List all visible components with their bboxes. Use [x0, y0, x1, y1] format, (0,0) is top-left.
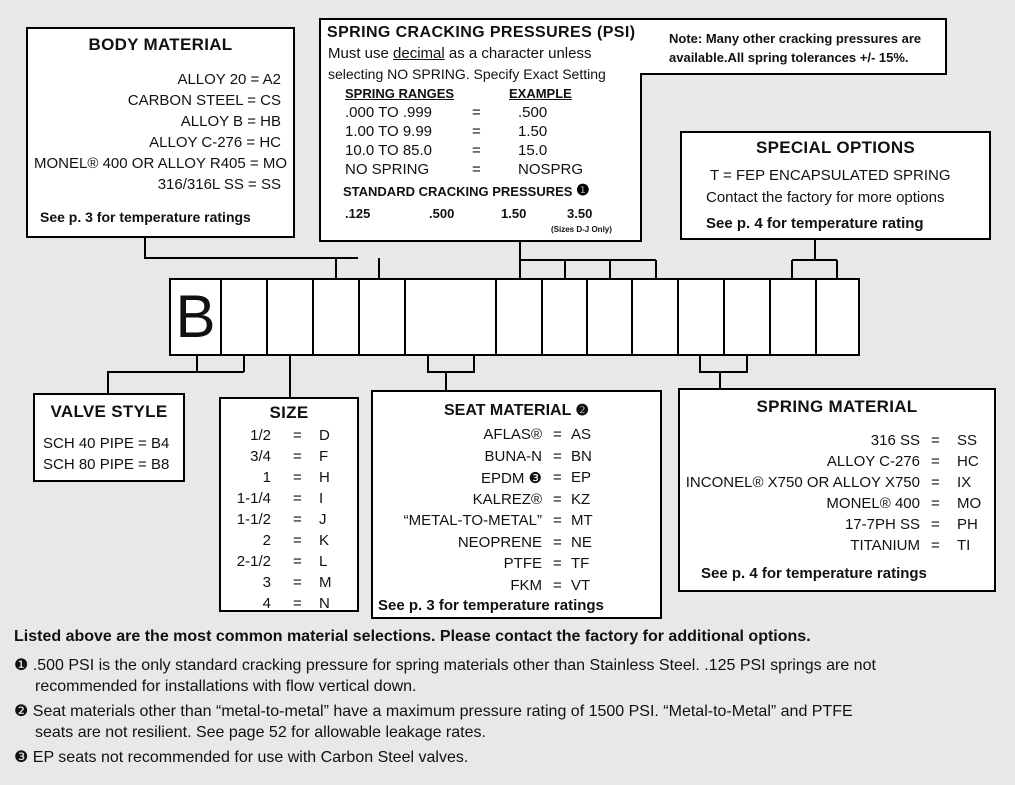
spring-eq: =: [931, 432, 940, 449]
seat-code: MT: [571, 512, 593, 529]
size-code: N: [319, 595, 330, 612]
seat-code: AS: [571, 426, 592, 443]
spring-ranges-head: SPRING RANGES: [345, 86, 455, 101]
size-eq: =: [293, 490, 302, 507]
spring-instruction-2: selecting NO SPRING. Specify Exact Setting: [328, 66, 606, 82]
spring-eq: =: [931, 453, 940, 470]
footnote-marker-2: ❷: [575, 402, 589, 419]
footnote-1b: recommended for installations with flow vertical down.: [35, 678, 417, 695]
size-eq: =: [293, 469, 302, 486]
spring-material-box: [678, 388, 996, 592]
standard-pressures-label: STANDARD CRACKING PRESSURES: [343, 184, 573, 199]
body-material-item: CARBON STEEL = CS: [127, 92, 281, 109]
size-key: 2: [262, 532, 271, 549]
special-option-contact: Contact the factory for more options: [706, 189, 945, 206]
size-key: 1-1/2: [236, 511, 271, 528]
valve-style-title: VALVE STYLE: [50, 402, 168, 421]
seat-key-label: AFLAS®: [483, 426, 542, 443]
size-eq: =: [293, 427, 302, 444]
body-material-item: ALLOY B = HB: [180, 113, 281, 130]
range-row: 10.0 TO 85.0: [345, 142, 433, 159]
spring-material-title: SPRING MATERIAL: [756, 397, 918, 416]
footnote-2-text: Seat materials other than “metal-to-metal” have a maximum pressure rating of 1500 PSI. “Metal-to-Metal” and PTFE: [32, 703, 853, 720]
seat-key: [481, 469, 542, 487]
footnote-marker-1: ❶: [14, 657, 29, 674]
instruction-underlined: decimal: [393, 45, 445, 62]
seat-key-label: KALREZ®: [472, 490, 542, 508]
seat-eq: =: [553, 469, 562, 486]
seat-eq: =: [553, 555, 562, 572]
code-first-letter: B: [175, 283, 216, 350]
size-code: M: [319, 574, 332, 591]
size-key: 1-1/4: [236, 490, 271, 507]
size-key: 4: [262, 595, 271, 612]
sizes-note: (Sizes D-J Only): [551, 225, 612, 234]
seat-key: [504, 555, 542, 572]
spring-key: MONEL® 400: [826, 495, 920, 512]
size-code: L: [319, 553, 328, 570]
special-option-fep: T = FEP ENCAPSULATED SPRING: [710, 167, 951, 184]
spring-side-note-1: Note: Many other cracking pressures are: [669, 31, 922, 46]
special-options-title: SPECIAL OPTIONS: [755, 138, 916, 157]
spring-eq: =: [931, 474, 940, 491]
seat-code: BN: [571, 447, 592, 465]
seat-key-label: FKM: [510, 576, 542, 594]
spring-eq: =: [931, 516, 940, 533]
valve-style-box: [33, 393, 185, 482]
seat-key: [473, 491, 542, 508]
seat-key: [404, 512, 542, 529]
spring-side-note-2: available.All spring tolerances +/- 15%.: [669, 50, 909, 65]
footnote-marker-1: ❶: [576, 182, 590, 199]
seat-key: [458, 534, 542, 551]
seat-key-label: “METAL-TO-METAL”: [403, 512, 542, 529]
footnote-intro: Listed above are the most common material selections. Please contact the factory for additional options.: [14, 628, 811, 645]
seat-key: [484, 448, 542, 465]
seat-eq: =: [553, 512, 562, 529]
body-material-item: ALLOY 20 = A2: [177, 71, 281, 88]
standard-value: 1.50: [501, 206, 527, 221]
standard-value: 3.50: [567, 206, 593, 221]
spring-eq: =: [931, 495, 940, 512]
seat-eq: =: [553, 576, 562, 594]
range-row: 1.00 TO 9.99: [345, 123, 433, 140]
seat-key: [510, 577, 542, 594]
body-material-item: MONEL® 400 OR ALLOY R405 = MO: [34, 155, 287, 172]
spring-pressures-title: SPRING CRACKING PRESSURES (PSI): [327, 24, 636, 41]
instruction-text: as a character unless: [444, 45, 592, 62]
size-key: 3: [262, 574, 271, 591]
valve-style-item: SCH 40 PIPE = B4: [43, 435, 170, 452]
spring-code: IX: [957, 474, 972, 491]
spring-key: TITANIUM: [850, 537, 920, 554]
footnote-marker-3: ❸: [524, 470, 542, 487]
range-eq: =: [472, 142, 481, 159]
seat-key: [483, 426, 542, 443]
size-code: H: [319, 469, 330, 486]
seat-key-label: PTFE: [503, 555, 542, 572]
spring-key: 17-7PH SS: [844, 516, 920, 533]
range-example: NOSPRG: [518, 161, 584, 178]
seat-eq: =: [553, 490, 562, 508]
footnote-3: [14, 747, 468, 767]
footnote-1a: [14, 655, 876, 675]
range-eq: =: [472, 161, 481, 178]
seat-code: NE: [571, 533, 592, 551]
size-eq: =: [293, 595, 302, 612]
footnote-marker-3: ❸: [14, 749, 29, 766]
seat-key-label: NEOPRENE: [457, 533, 542, 551]
range-example: .500: [518, 104, 548, 121]
standard-value: .125: [345, 206, 371, 221]
size-code: F: [319, 448, 329, 465]
spring-code: SS: [957, 432, 978, 449]
seat-code: EP: [571, 469, 592, 486]
seat-eq: =: [553, 426, 562, 443]
spring-code: MO: [957, 495, 982, 512]
seat-key-label: BUNA-N: [484, 447, 542, 465]
spring-code: HC: [957, 453, 979, 470]
seat-material-note: See p. 3 for temperature ratings: [378, 597, 604, 614]
spring-key: ALLOY C-276: [826, 453, 920, 470]
size-eq: =: [293, 448, 302, 465]
range-example: 1.50: [518, 123, 548, 140]
size-eq: =: [293, 553, 302, 570]
body-material-note: See p. 3 for temperature ratings: [40, 209, 251, 225]
standard-value: .500: [429, 206, 455, 221]
footnote-2b: seats are not resilient. See page 52 for allowable leakage rates.: [35, 724, 486, 741]
body-material-item: ALLOY C-276 = HC: [149, 134, 281, 151]
size-eq: =: [293, 532, 302, 549]
footnote-1-text: .500 PSI is the only standard cracking pressure for spring materials other than Stainless Steel. .125 PSI springs are not: [32, 657, 876, 674]
size-code: J: [319, 511, 327, 528]
size-box: [219, 397, 359, 612]
spring-key: 316 SS: [870, 432, 920, 449]
size-title: SIZE: [269, 403, 309, 422]
instruction-text: Must use: [328, 45, 394, 62]
example-head: EXAMPLE: [509, 86, 572, 101]
seat-material-title: [373, 401, 660, 420]
body-material-title: BODY MATERIAL: [88, 35, 233, 54]
range-example: 15.0: [518, 142, 548, 159]
size-eq: =: [293, 574, 302, 591]
seat-code: KZ: [571, 490, 591, 508]
size-eq: =: [293, 511, 302, 528]
seat-material-box: [371, 390, 662, 619]
spring-eq: =: [931, 537, 940, 554]
seat-key-label: EPDM: [481, 470, 525, 487]
spring-material-note: See p. 4 for temperature ratings: [701, 565, 927, 582]
size-code: D: [319, 427, 330, 444]
range-row: NO SPRING: [345, 161, 430, 178]
seat-material-label: SEAT MATERIAL: [443, 402, 572, 419]
size-key: 1/2: [250, 427, 271, 444]
spring-code: PH: [957, 516, 978, 533]
footnote-2a: [14, 701, 853, 721]
spring-code: TI: [957, 537, 971, 554]
size-key: 2-1/2: [236, 553, 271, 570]
range-row: .000 TO .999: [345, 104, 433, 121]
size-key: 3/4: [250, 448, 271, 465]
footnote-3-text: EP seats not recommended for use with Carbon Steel valves.: [32, 749, 469, 766]
body-material-item: 316/316L SS = SS: [157, 176, 281, 193]
spring-key: INCONEL® X750 OR ALLOY X750: [685, 474, 920, 491]
footnote-marker-2: ❷: [14, 703, 29, 720]
range-eq: =: [472, 104, 481, 121]
size-key: 1: [262, 469, 271, 486]
valve-style-item: SCH 80 PIPE = B8: [43, 456, 170, 473]
seat-eq: =: [553, 533, 562, 551]
range-eq: =: [472, 123, 481, 140]
special-options-note: See p. 4 for temperature rating: [706, 215, 924, 232]
seat-eq: =: [553, 447, 562, 465]
size-code: K: [319, 532, 330, 549]
size-code: I: [319, 490, 324, 507]
seat-code: TF: [571, 555, 590, 572]
seat-code: VT: [571, 576, 591, 594]
